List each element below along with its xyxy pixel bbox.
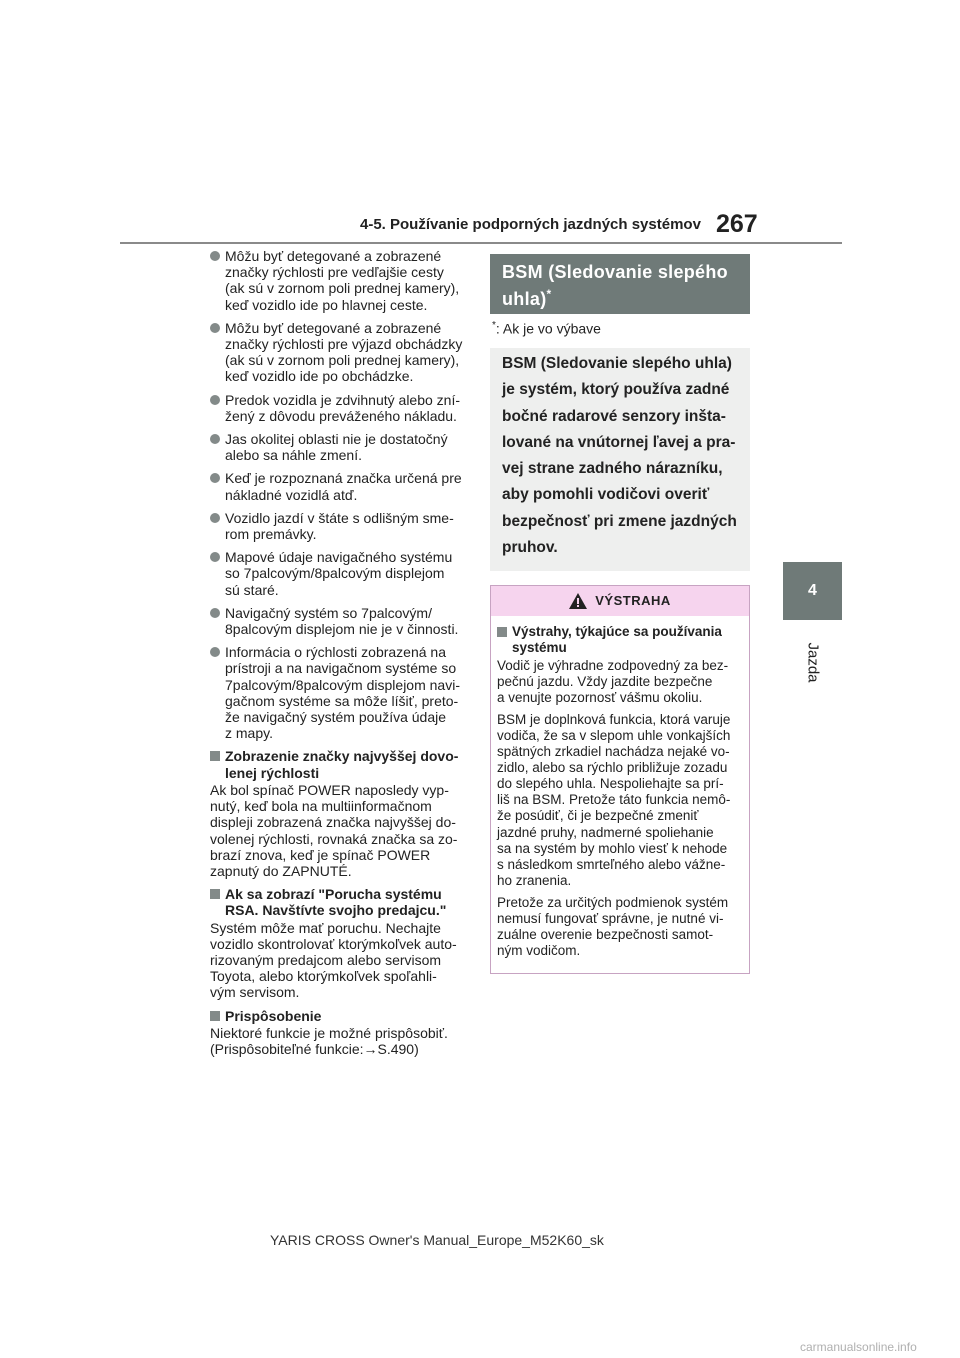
section-heading-text-line: Zobrazenie značky najvyššej dovo- xyxy=(225,748,459,765)
bullet-item xyxy=(210,549,468,598)
bullet-text-line: prístroji a na navigačnom systéme so xyxy=(225,660,457,677)
section-paragraph-text-line: volenej rýchlosti, rovnaká značka sa zo- xyxy=(210,830,458,847)
warning-paragraph-text-line: ným vodičom. xyxy=(497,943,581,959)
intro-text-line: vej strane zadného nárazníku, xyxy=(502,460,723,478)
square-bullet-icon xyxy=(210,751,220,761)
section-paragraph-text-line: zapnutý do ZAPNUTÉ. xyxy=(210,862,352,879)
section-paragraph-text-line: Niektoré funkcie je možné prispôsobiť. xyxy=(210,1024,448,1041)
bullet-text-line: značky rýchlosti pre vedľajšie cesty xyxy=(225,264,444,281)
section-heading-text-line: Prispôsobenie xyxy=(225,1007,322,1024)
footnote-text: : Ak je vo výbave xyxy=(495,320,601,337)
bsm-heading xyxy=(490,254,750,314)
bullet-text-line: že navigačný systém používa údaje xyxy=(225,709,447,726)
bullet-item xyxy=(210,510,468,542)
bullet-text-line: z mapy. xyxy=(225,725,273,742)
warning-paragraph-text-line: pečnú jazdu. Vždy jazdite bezpečne xyxy=(497,673,713,689)
intro-text-line: je systém, ktorý používa zadné xyxy=(502,381,730,399)
section-paragraph xyxy=(210,1025,468,1057)
section-heading-text-line: RSA. Navštívte svojho predajcu." xyxy=(225,902,447,919)
right-column xyxy=(490,254,750,974)
warning-paragraph-text-line: zuálne overenie bezpečnosti samot- xyxy=(497,927,714,943)
warning-paragraph-text-line: nemusí fungovať správne, je nutné vi- xyxy=(497,910,724,926)
bsm-heading-line2-text: uhla) xyxy=(502,289,547,309)
warning-paragraph-text-line: Pretože za určitých podmienok systém xyxy=(497,894,729,910)
bullet-item xyxy=(210,431,468,463)
square-bullet-icon xyxy=(210,1011,220,1021)
section-paragraph-text-line: Ak bol spínač POWER naposledy vyp- xyxy=(210,781,449,798)
intro-text-line: aby pomohli vodičovi overiť xyxy=(502,486,710,504)
bullet-item xyxy=(210,320,468,385)
section-paragraph-text-line: rizovaným predajcom alebo servisom xyxy=(210,951,442,968)
bullet-text-line: Keď je rozpoznaná značka určená pre xyxy=(225,470,462,487)
warning-paragraph-text-line: Vodič je výhradne zodpovedný za bez- xyxy=(497,657,729,673)
section-paragraph-text-line: Systém môže mať poruchu. Nechajte xyxy=(210,919,441,936)
square-bullet-icon xyxy=(210,889,220,899)
section-paragraph-text-line: Toyota, alebo ktorýmkoľvek spoľahli- xyxy=(210,968,437,985)
bullet-text-line: alebo sa náhle zmení. xyxy=(225,447,362,464)
warning-title-bar xyxy=(491,586,749,616)
warning-paragraph-text-line: sa na systém by mohlo viesť k nehode xyxy=(497,840,728,856)
circle-bullet-icon xyxy=(210,323,220,333)
bsm-heading-line1: BSM (Sledovanie slepého xyxy=(502,262,728,282)
bullet-text-line: keď vozidlo ide po obchádzke. xyxy=(225,368,414,385)
bullet-text-line: Môžu byť detegované a zobrazené xyxy=(225,248,442,264)
left-column xyxy=(210,248,468,1064)
bullet-text-line: Vozidlo jazdí v štáte s odlišným sme- xyxy=(225,509,454,526)
warning-paragraph-text-line: spätných zrkadiel nachádza nejaké vo- xyxy=(497,744,730,760)
bullet-text-line: keď vozidlo ide po hlavnej ceste. xyxy=(225,296,428,313)
warning-sub-heading xyxy=(497,624,743,656)
bullet-text-line: sú staré. xyxy=(225,581,279,598)
warning-sub-heading-text-line: systému xyxy=(512,640,567,656)
warning-paragraph xyxy=(497,712,743,889)
section-heading-text-line: Ak sa zobrazí "Porucha systému xyxy=(225,886,442,903)
warning-body xyxy=(491,616,749,973)
section-title: 4-5. Používanie podporných jazdných systémov xyxy=(360,216,701,233)
bullet-item xyxy=(210,644,468,741)
intro-text-line: lované na vnútornej ľavej a pra- xyxy=(502,433,736,451)
bullet-text-line: Navigačný systém so 7palcovým/ xyxy=(225,604,432,621)
bullet-text-line: značky rýchlosti pre výjazd obchádzky xyxy=(225,336,463,353)
warning-paragraph-text-line: vodiča, že sa v slepom uhle vonkajších xyxy=(497,727,731,743)
watermark: carmanualsonline.info xyxy=(800,1340,917,1354)
bsm-heading-mark: * xyxy=(546,287,552,301)
bullet-text-line: Informácia o rýchlosti zobrazená na xyxy=(225,644,446,661)
warning-box xyxy=(490,585,750,974)
circle-bullet-icon xyxy=(210,647,220,657)
bullet-text-line: (ak sú v zornom poli prednej kamery), xyxy=(225,280,460,297)
page-number: 267 xyxy=(716,210,758,238)
bullet-text-line: 7palcovým/8palcovým displejom navi- xyxy=(225,676,460,693)
section-paragraph-text-line: displeji zobrazená značka najvyššej do- xyxy=(210,814,456,831)
circle-bullet-icon xyxy=(210,513,220,523)
warning-paragraph-text-line: ho zranenia. xyxy=(497,872,572,888)
bullet-text-line: (ak sú v zornom poli prednej kamery), xyxy=(225,352,460,369)
bullet-item xyxy=(210,470,468,502)
bsm-heading-line2 xyxy=(502,283,740,310)
warning-paragraph-text-line: a venujte pozornosť vášmu okoliu. xyxy=(497,689,703,705)
warning-paragraph xyxy=(497,895,743,959)
section-paragraph xyxy=(210,782,468,879)
intro-text-line: bočné radarové senzory inšta- xyxy=(502,407,726,425)
circle-bullet-icon xyxy=(210,473,220,483)
warning-paragraph-text-line: s následkom smrteľného alebo vážne- xyxy=(497,856,726,872)
section-heading xyxy=(210,886,468,918)
intro-text-line: bezpečnosť pri zmene jazdných xyxy=(502,512,737,530)
bullet-item xyxy=(210,605,468,637)
section-paragraph-text-line: vozidlo skontrolovať ktorýmkoľvek auto- xyxy=(210,935,457,952)
warning-paragraph-text-line: do slepého uhla. Nespoliehajte sa prí- xyxy=(497,776,724,792)
bullet-text-line: nákladné vozidlá atď. xyxy=(225,486,358,503)
bullet-text-line: gačnom systéme sa môže líšiť, preto- xyxy=(225,692,459,709)
section-paragraph xyxy=(210,920,468,1001)
footnote-mark: * xyxy=(492,320,496,331)
bullet-text-line: rom premávky. xyxy=(225,526,317,543)
section-paragraph-text-line: nutý, keď bola na multiinformačnom xyxy=(210,798,432,815)
section-paragraph-text-line: brazí znova, keď je spínač POWER xyxy=(210,846,431,863)
circle-bullet-icon xyxy=(210,251,220,261)
section-paragraph-text-line: (Prispôsobiteľné funkcie:→S.490) xyxy=(210,1040,419,1057)
footnote xyxy=(490,320,750,342)
warning-sub-heading-text-line: Výstrahy, týkajúce sa používania xyxy=(512,624,722,640)
warning-title: VÝSTRAHA xyxy=(595,593,671,609)
bullet-text-line: 8palcovým displejom nie je v činnosti. xyxy=(225,621,459,638)
chapter-tab: 4 xyxy=(783,562,842,620)
bullet-text-line: Môžu byť detegované a zobrazené xyxy=(225,319,442,336)
header-divider xyxy=(120,242,842,244)
intro-text-line: pruhov. xyxy=(502,539,558,557)
bullet-item xyxy=(210,248,468,313)
chapter-label-text: Jazda xyxy=(804,641,822,683)
bullet-text-line: žený z dôvodu preváženého nákladu. xyxy=(225,407,457,424)
circle-bullet-icon xyxy=(210,552,220,562)
section-paragraph-text-line: vým servisom. xyxy=(210,984,300,1001)
bullet-text-line: Mapové údaje navigačného systému xyxy=(225,549,453,566)
warning-paragraph-text-line: liš na BSM. Pretože táto funkcia nemô- xyxy=(497,792,731,808)
section-heading xyxy=(210,748,468,780)
warning-paragraph-text-line: zidlo, alebo sa rýchlo približuje zozadu xyxy=(497,760,728,776)
square-bullet-icon xyxy=(497,627,507,637)
warning-paragraph-text-line: jazdné pruhy, nadmerné spoliehanie xyxy=(497,824,714,840)
bullet-text-line: Jas okolitej oblasti nie je dostatočný xyxy=(225,431,448,448)
intro-text-line: BSM (Sledovanie slepého uhla) xyxy=(502,355,732,372)
warning-paragraph-text-line: že posúdiť, či je bezpečné zmeniť xyxy=(497,808,699,824)
circle-bullet-icon xyxy=(210,395,220,405)
circle-bullet-icon xyxy=(210,608,220,618)
circle-bullet-icon xyxy=(210,434,220,444)
chapter-label xyxy=(784,632,842,692)
footer-manual-id: YARIS CROSS Owner's Manual_Europe_M52K60_sk xyxy=(270,1232,604,1248)
warning-paragraph xyxy=(497,658,743,706)
bullet-text-line: Predok vozidla je zdvihnutý alebo zní- xyxy=(225,391,461,408)
bullet-text-line: so 7palcovým/8palcovým displejom xyxy=(225,565,445,582)
section-heading xyxy=(210,1008,468,1024)
warning-triangle-icon xyxy=(569,593,587,609)
intro-box xyxy=(490,348,750,571)
section-heading-text-line: lenej rýchlosti xyxy=(225,764,320,781)
bullet-item xyxy=(210,392,468,424)
warning-paragraph-text-line: BSM je doplnková funkcia, ktorá varuje xyxy=(497,711,731,727)
